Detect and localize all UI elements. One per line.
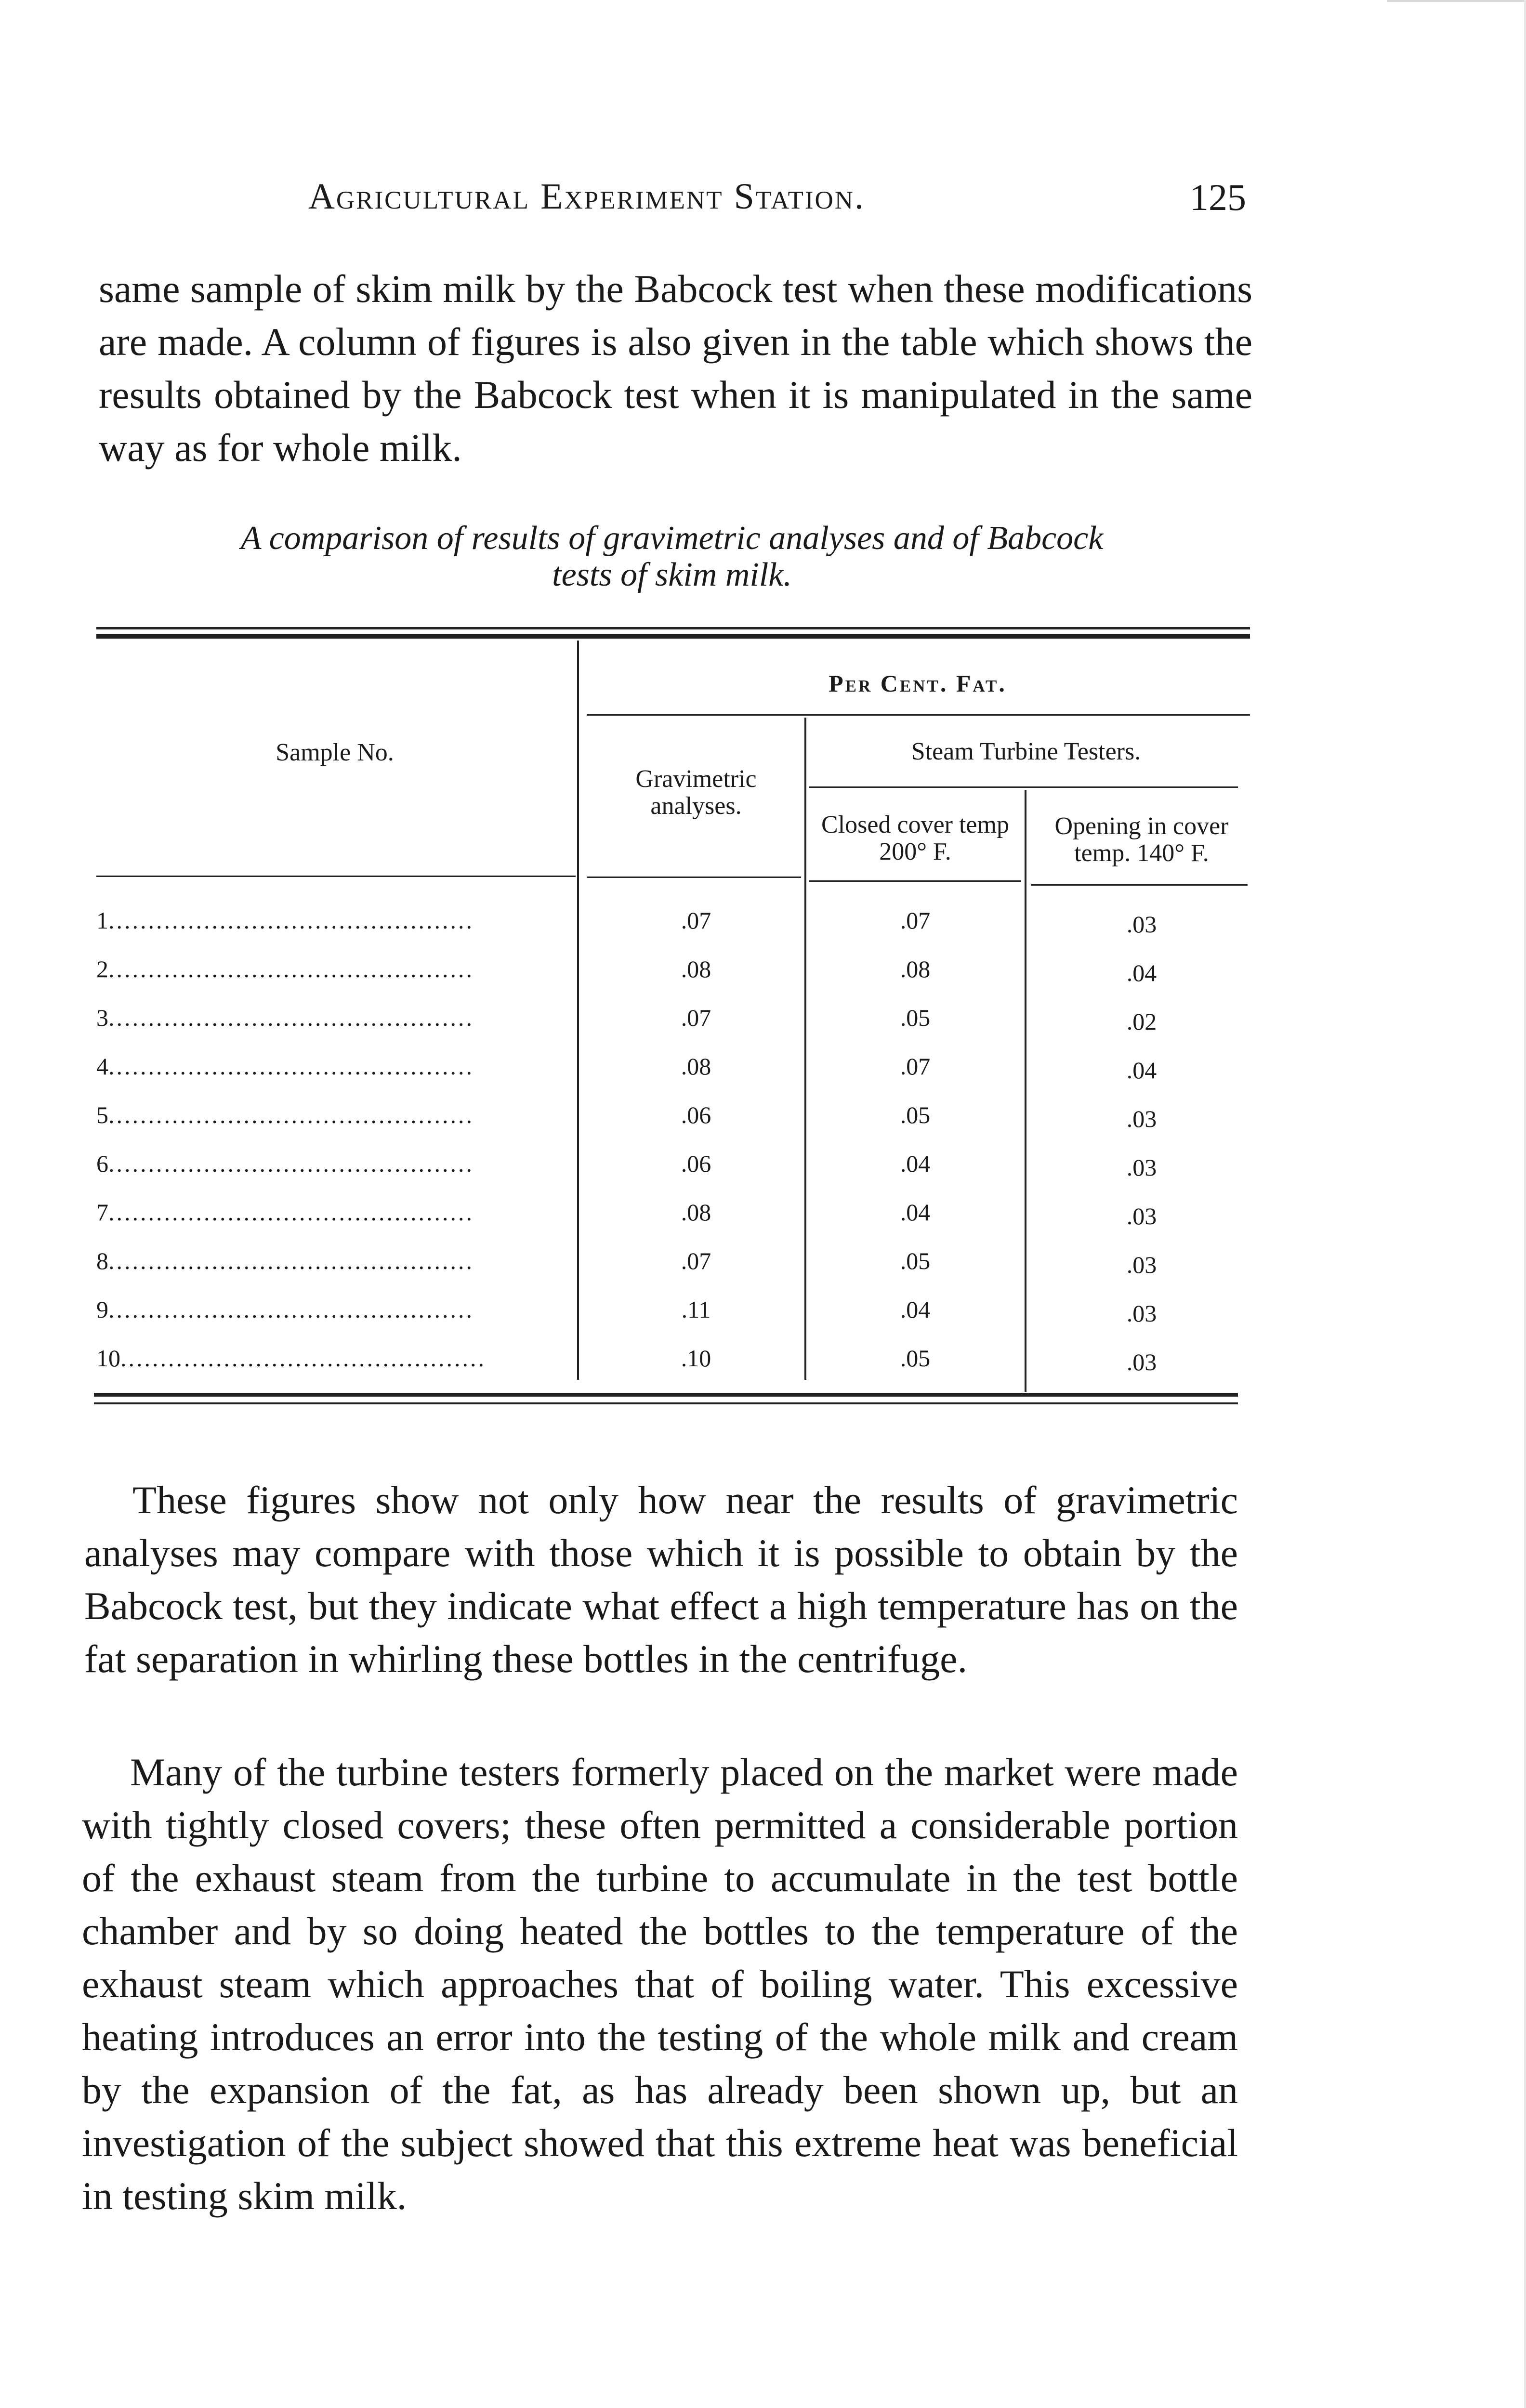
- table-caption-line-2: tests of skim milk.: [552, 556, 792, 593]
- turbine-header-rule: [809, 786, 1238, 788]
- cell-gravimetric: .08: [681, 955, 711, 982]
- header-bottom-rule-sample: [96, 876, 576, 877]
- cell-gravimetric: .08: [681, 1199, 711, 1226]
- header-per-cent-fat: Per Cent. Fat.: [829, 670, 1007, 697]
- sample-number: 2: [96, 955, 108, 982]
- cell-closed: .05: [900, 1101, 931, 1128]
- cell-opening: .03: [1126, 1203, 1157, 1230]
- dot-leader: ..............................................: [108, 1247, 474, 1274]
- cell-closed: .05: [900, 1004, 931, 1031]
- dot-leader: ..............................................: [108, 1150, 474, 1177]
- cell-opening: .03: [1126, 1105, 1157, 1132]
- table-caption-line-1: A comparison of results of gravimetric analyses and of Babcock: [240, 520, 1104, 557]
- row-sample-number: [96, 1101, 573, 1129]
- page-edge-top: [1387, 0, 1526, 2]
- sample-number: 3: [96, 1004, 108, 1031]
- dot-leader: ..............................................: [108, 1053, 474, 1080]
- row-sample-number: [96, 1150, 573, 1178]
- cell-closed: .05: [900, 1345, 931, 1372]
- dot-leader: ..............................................: [108, 1199, 474, 1226]
- cell-gravimetric: .10: [681, 1345, 711, 1372]
- table-top-rule-thin: [96, 627, 1250, 629]
- group-header-rule: [587, 714, 1250, 716]
- paragraph-intro: same sample of skim milk by the Babcock test when these modifications are made. A column of figures is also given in the table which shows the results obtained by the Babcock test when it is manipulated in the same way as for whole milk.: [99, 267, 1252, 470]
- sample-number: 6: [96, 1150, 108, 1177]
- cell-gravimetric: .06: [681, 1101, 711, 1128]
- page-edge-right: [1524, 0, 1526, 2408]
- dot-leader: ..............................................: [108, 1004, 474, 1031]
- cell-gravimetric: .06: [681, 1150, 711, 1177]
- column-rule-gravimetric: [804, 718, 806, 1380]
- running-head: [0, 176, 1332, 224]
- row-sample-number: [96, 1004, 573, 1032]
- cell-opening: .04: [1126, 959, 1157, 986]
- cell-closed: .05: [900, 1247, 931, 1274]
- cell-closed: .04: [900, 1296, 931, 1323]
- sample-number: 8: [96, 1247, 108, 1274]
- row-sample-number: [96, 1198, 573, 1226]
- dot-leader: ..............................................: [108, 1101, 474, 1128]
- table-top-rule-thick: [96, 634, 1250, 639]
- page-number: 125: [1190, 176, 1246, 218]
- row-sample-number: [96, 1247, 573, 1275]
- table-bottom-rule-thin: [94, 1402, 1238, 1404]
- header-bottom-rule-gravimetric: [587, 877, 801, 878]
- paragraph-turbine: Many of the turbine testers formerly placed on the market were made with tightly closed covers; these often permitted a considerable portion of the exhaust steam from the turbine to accumulate in the test bottle chamber and by so doing heated the bottles to the temperature of the exhaust steam which approaches that of boiling water. This excessive heating introduces an error into the testing of the whole milk and cream by the expansion of the fat, as has already been shown up, but an investigation of the subject showed that this extreme heat was beneficial in testing skim milk.: [82, 1750, 1238, 2218]
- cell-opening: .03: [1126, 1154, 1157, 1181]
- cell-gravimetric: .08: [681, 1053, 711, 1080]
- cell-opening: .03: [1126, 1251, 1157, 1278]
- dot-leader: ..............................................: [108, 1296, 474, 1323]
- sample-number: 5: [96, 1101, 108, 1128]
- sample-number: 4: [96, 1053, 108, 1080]
- running-head-title: Agricultural Experiment Station.: [308, 176, 866, 217]
- row-sample-number: [96, 955, 573, 983]
- header-bottom-rule-opening: [1031, 884, 1248, 886]
- table-bottom-rule-thick: [94, 1393, 1238, 1397]
- header-steam-turbine: Steam Turbine Testers.: [911, 738, 1141, 765]
- cell-opening: .03: [1126, 1348, 1157, 1375]
- cell-gravimetric: .07: [681, 1247, 711, 1274]
- column-rule-closed: [1025, 790, 1026, 1392]
- header-sample-no: Sample No.: [276, 739, 394, 766]
- cell-closed: .04: [900, 1199, 931, 1226]
- cell-closed: .04: [900, 1150, 931, 1177]
- header-gravimetric: Gravimetric analyses.: [635, 765, 757, 820]
- cell-closed: .07: [900, 1053, 931, 1080]
- header-opening-cover: Opening in cover temp. 140° F.: [1054, 812, 1229, 867]
- sample-number: 10: [96, 1345, 120, 1372]
- cell-opening: .02: [1126, 1008, 1157, 1035]
- row-sample-number: [96, 1052, 573, 1080]
- row-sample-number: [96, 1344, 573, 1372]
- cell-gravimetric: .07: [681, 907, 711, 934]
- row-sample-number: [96, 1296, 573, 1323]
- header-bottom-rule-closed: [809, 880, 1021, 882]
- cell-opening: .03: [1126, 1300, 1157, 1327]
- sample-number: 9: [96, 1296, 108, 1323]
- cell-closed: .07: [900, 907, 931, 934]
- cell-gravimetric: .07: [681, 1004, 711, 1031]
- cell-gravimetric: .11: [681, 1296, 711, 1323]
- cell-closed: .08: [900, 955, 931, 982]
- cell-opening: .04: [1126, 1057, 1157, 1084]
- sample-number: 1: [96, 907, 108, 934]
- cell-opening: .03: [1126, 911, 1157, 938]
- dot-leader: ..............................................: [120, 1345, 486, 1372]
- dot-leader: ..............................................: [108, 907, 474, 934]
- column-rule-sample: [577, 641, 579, 1380]
- dot-leader: ..............................................: [108, 955, 474, 982]
- paragraph-figures: These figures show not only how near the results of gravimetric analyses may compare with those which it is possible to obtain by the Babcock test, but they indicate what effect a high temperature has on the fat separation in whirling these bottles in the centrifuge.: [84, 1478, 1238, 1681]
- table-caption: [94, 520, 1250, 593]
- header-closed-cover: Closed cover temp 200° F.: [821, 811, 1009, 865]
- row-sample-number: [96, 906, 573, 934]
- sample-number: 7: [96, 1199, 108, 1226]
